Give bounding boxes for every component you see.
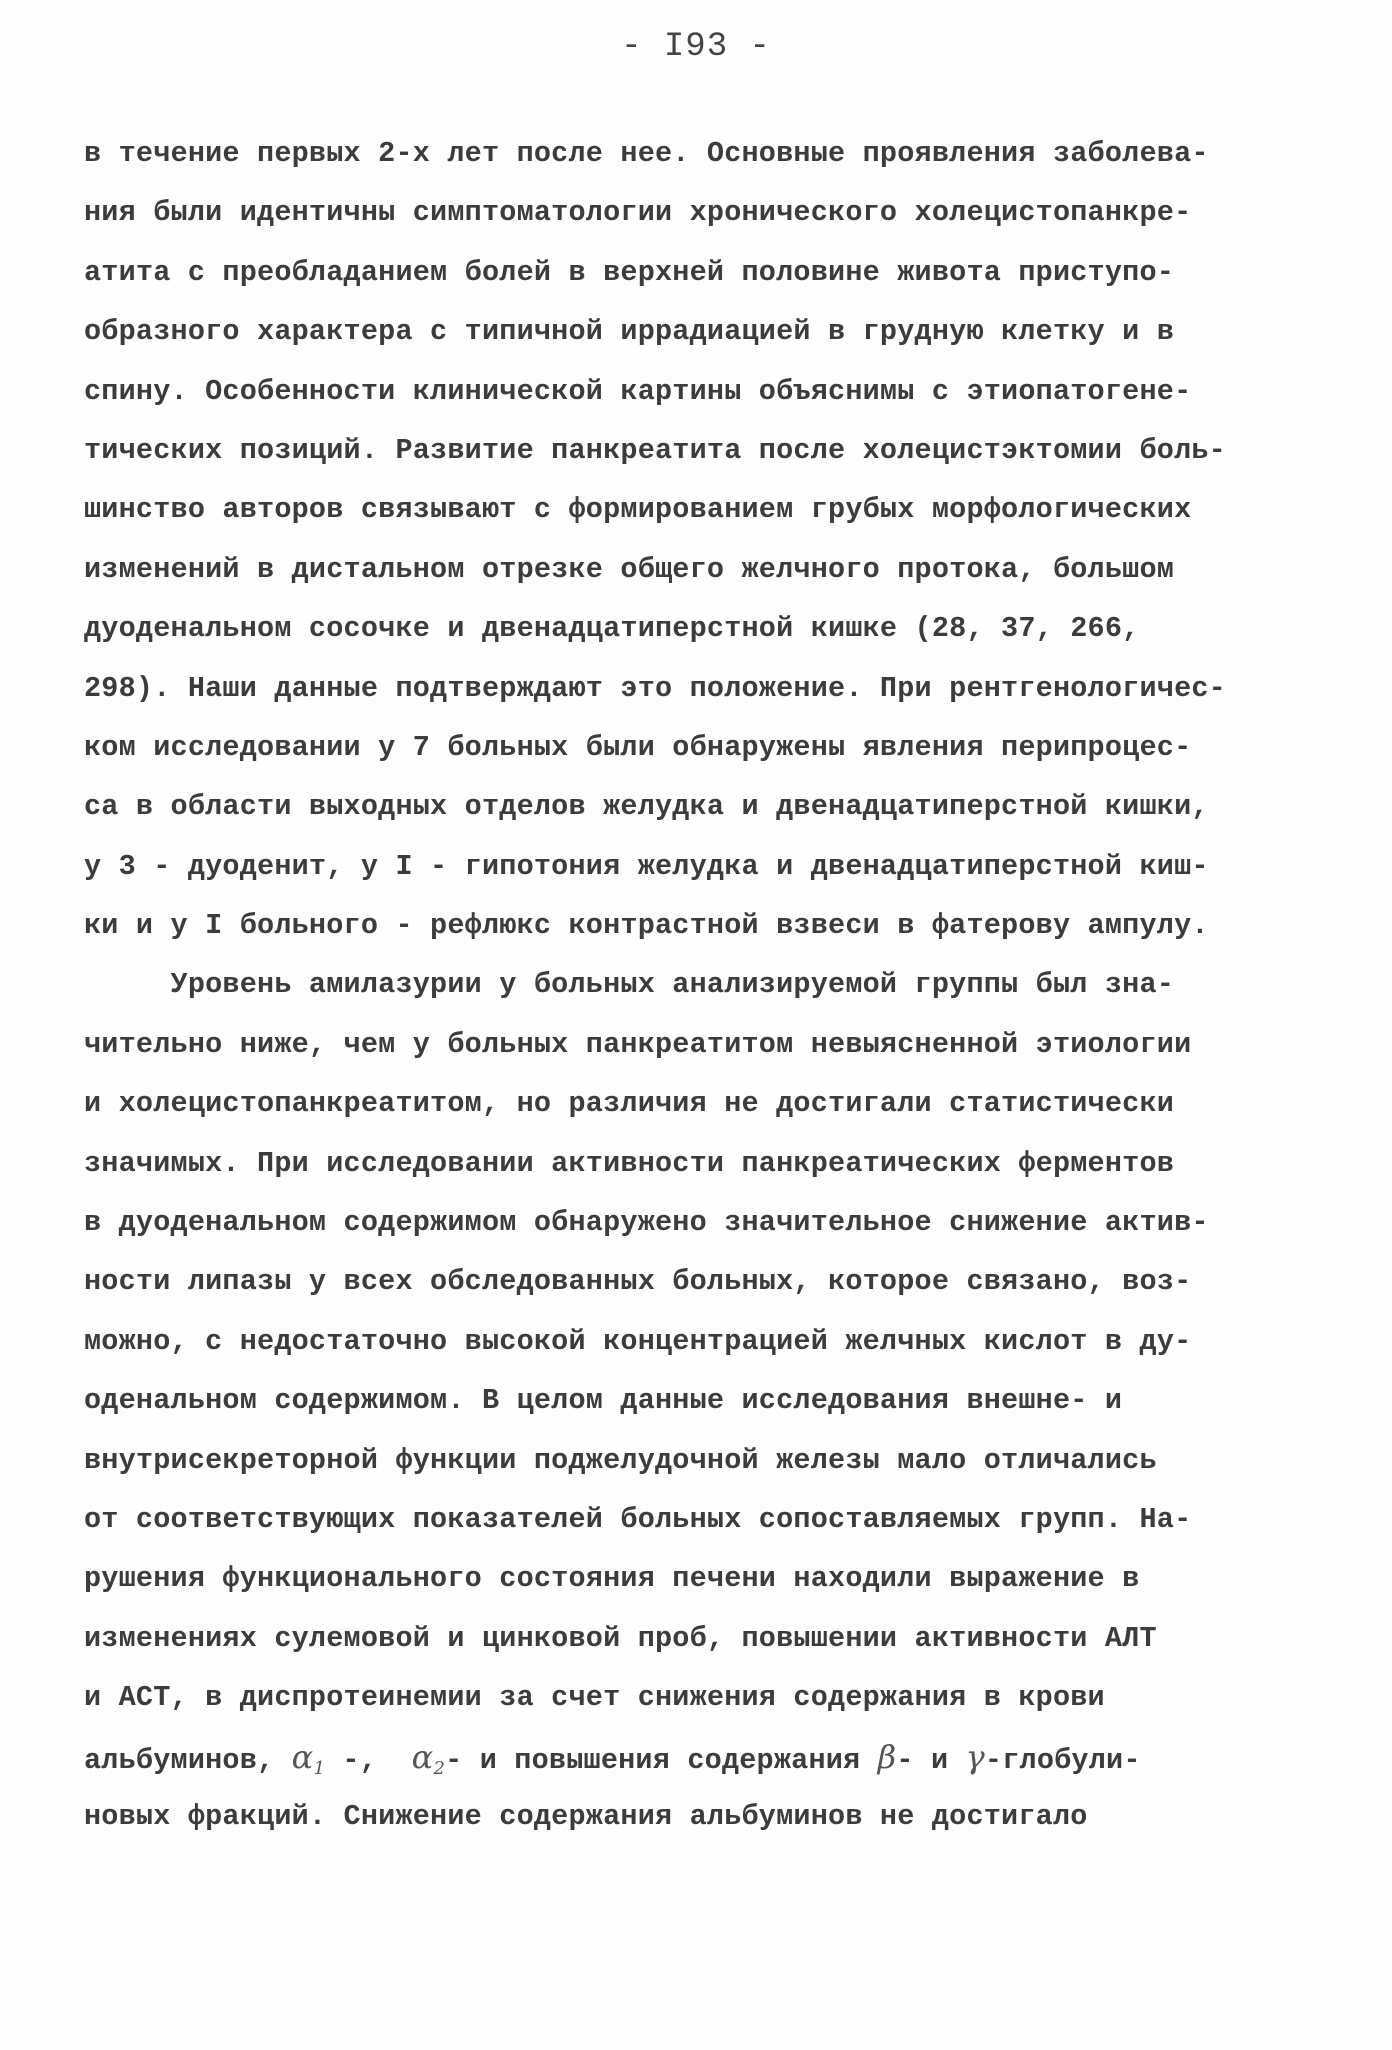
text-line: и АСТ, в диспротеинемии за счет снижения содержания в крови (84, 1681, 1105, 1715)
text-fragment: - и (896, 1743, 966, 1777)
text-line-greek (84, 1728, 1344, 1787)
text-line: изменениях сулемовой и цинковой проб, повышении активности АЛТ (84, 1621, 1157, 1655)
text-line: образного характера с типичной иррадиацией в грудную клетку и в (84, 315, 1175, 349)
text-line: атита с преобладанием болей в верхней половине живота приступо- (84, 255, 1175, 289)
gamma-symbol: γ (965, 1737, 985, 1776)
body-text (84, 124, 1344, 1846)
text-fragment: альбуминов, (84, 1743, 292, 1777)
alpha-symbol: $\alpha_1$ (291, 1737, 326, 1779)
text-line: ки и у I больного - рефлюкс контрастной взвеси в фатерову ампулу. (84, 909, 1209, 943)
text-line: ком исследовании у 7 больных были обнаружены явления перипроцес- (84, 730, 1192, 764)
text-line: значимых. При исследовании активности панкреатических ферментов (84, 1146, 1175, 1180)
text-line: чительно ниже, чем у больных панкреатитом невыясненной этиологии (84, 1027, 1192, 1061)
text-fragment: - и повышения содержания (445, 1743, 878, 1777)
text-line: рушения функционального состояния печени находили выражение в (84, 1562, 1140, 1596)
text-line: в дуоденальном содержимом обнаружено значительное снижение актив- (84, 1206, 1209, 1240)
page-number: - I93 - (621, 28, 771, 66)
text-line: у 3 - дуоденит, у I - гипотония желудка и двенадцатиперстной киш- (84, 849, 1209, 883)
text-line: оденальном содержимом. В целом данные исследования внешне- и (84, 1384, 1123, 1418)
text-line: и холецистопанкреатитом, но различия не достигали статистически (84, 1087, 1175, 1121)
text-fragment: -, (325, 1743, 412, 1777)
text-line: са в области выходных отделов желудка и двенадцатиперстной кишки, (84, 790, 1209, 824)
text-line: ности липазы у всех обследованных больных, которое связано, воз- (84, 1265, 1192, 1299)
text-line: тических позиций. Развитие панкреатита после холецистэктомии боль- (84, 433, 1226, 467)
text-fragment: -глобули- (984, 1743, 1141, 1777)
text-line: новых фракций. Снижение содержания альбуминов не достигало (84, 1799, 1088, 1833)
text-line: ния были идентичны симптоматологии хронического холецистопанкре- (84, 196, 1192, 230)
alpha-symbol: $\alpha_2$ (411, 1737, 446, 1779)
text-line: от соответствующих показателей больных сопоставляемых групп. На- (84, 1502, 1192, 1536)
text-line: шинство авторов связывают с формированием грубых морфологических (84, 493, 1192, 527)
text-line: 298). Наши данные подтверждают это положение. При рентгенологичес- (84, 671, 1226, 705)
text-line: дуоденальном сосочке и двенадцатиперстной кишке (28, 37, 266, (84, 612, 1140, 646)
text-line: Уровень амилазурии у больных анализируемой группы был зна- (84, 968, 1175, 1002)
text-line: спину. Особенности клинической картины объяснимы с этиопатогене- (84, 374, 1192, 408)
beta-symbol: β (877, 1737, 897, 1776)
text-line: внутрисекреторной функции поджелудочной железы мало отличались (84, 1443, 1157, 1477)
text-line: изменений в дистальном отрезке общего желчного протока, большом (84, 552, 1175, 586)
text-line: можно, с недостаточно высокой концентрацией желчных кислот в ду- (84, 1324, 1192, 1358)
text-line: в течение первых 2-х лет после нее. Основные проявления заболева- (84, 137, 1209, 170)
